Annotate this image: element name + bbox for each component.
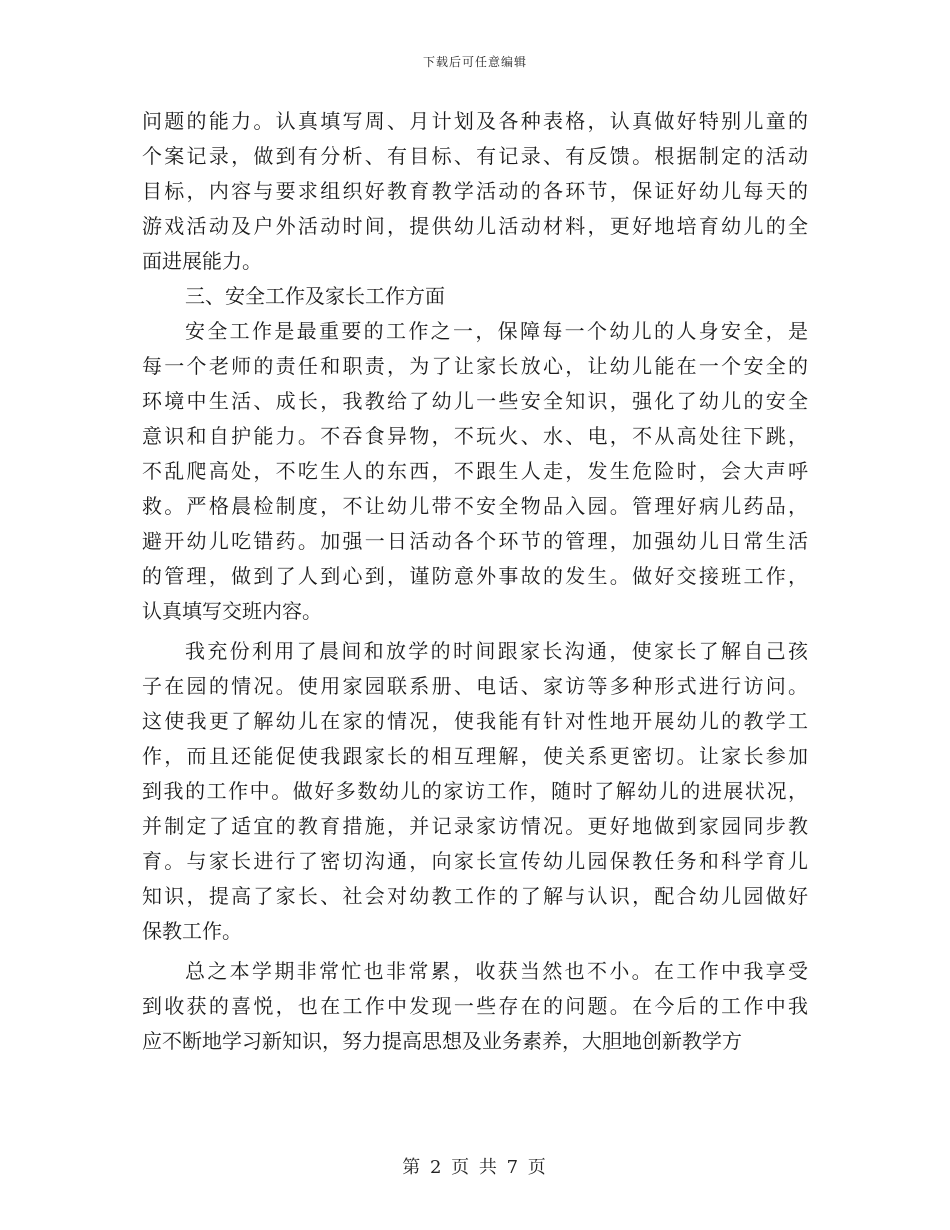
text-line: 每一个老师的责任和职责，为了让家长放心，让幼儿能在一个安全的 [142, 354, 808, 378]
text-line: 环境中生活、成长，我教给了幼儿一些安全知识，强化了幼儿的安全 [142, 389, 808, 413]
text-line: 避开幼儿吃错药。加强一日活动各个环节的管理，加强幼儿日常生活 [142, 529, 808, 553]
text-line: 意识和自护能力。不吞食异物，不玩火、水、电，不从高处往下跳， [142, 424, 808, 448]
text-line: 这使我更了解幼儿在家的情况，使我能有针对性地开展幼儿的教学工 [142, 709, 808, 733]
text-line: 育。与家长进行了密切沟通，向家长宣传幼儿园保教任务和科学育儿 [142, 849, 808, 873]
text-line: 我充份利用了晨间和放学的时间跟家长沟通，使家长了解自己孩 [185, 639, 808, 663]
text-line: 作，而且还能促使我跟家长的相互理解，使关系更密切。让家长参加 [142, 744, 808, 768]
paragraph [142, 279, 808, 314]
text-line: 问题的能力。认真填写周、月计划及各种表格，认真做好特别儿童的 [142, 109, 808, 133]
text-line: 总之本学期非常忙也非常累，收获当然也不小。在工作中我享受 [185, 959, 808, 983]
text-line: 不乱爬高处，不吃生人的东西，不跟生人走，发生危险时，会大声呼 [142, 459, 808, 483]
text-line: 并制定了适宜的教育措施，并记录家访情况。更好地做到家园同步教 [142, 814, 808, 838]
text-line: 到收获的喜悦，也在工作中发现一些存在的问题。在今后的工作中我 [142, 994, 808, 1018]
page-number-footer: 第 2 页 共 7 页 [402, 1157, 548, 1178]
text-line: 知识，提高了家长、社会对幼教工作的了解与认识，配合幼儿园做好 [142, 884, 808, 908]
text-line: 应不断地学习新知识，努力提高思想及业务素养，大胆地创新教学方 [142, 1029, 742, 1053]
text-line: 三、安全工作及家长工作方面 [185, 284, 445, 308]
text-line: 个案记录，做到有分析、有目标、有记录、有反馈。根据制定的活动 [142, 144, 808, 168]
paragraph [142, 634, 808, 949]
paragraph [142, 954, 808, 1059]
text-line: 游戏活动及户外活动时间，提供幼儿活动材料，更好地培育幼儿的全 [142, 214, 808, 238]
document-body [142, 104, 808, 1059]
page-header: 下载后可任意编辑 [422, 55, 527, 69]
text-line: 子在园的情况。使用家园联系册、电话、家访等多种形式进行访问。 [142, 674, 808, 698]
text-line: 目标，内容与要求组织好教育教学活动的各环节，保证好幼儿每天的 [142, 179, 808, 203]
text-line: 救。严格晨检制度，不让幼儿带不安全物品入园。管理好病儿药品， [142, 494, 808, 518]
text-line: 的管理，做到了人到心到，谨防意外事故的发生。做好交接班工作， [142, 564, 808, 588]
text-line: 到我的工作中。做好多数幼儿的家访工作，随时了解幼儿的进展状况， [142, 779, 808, 803]
text-line: 面进展能力。 [142, 249, 262, 273]
paragraph [142, 104, 808, 279]
paragraph [142, 314, 808, 629]
text-line: 认真填写交班内容。 [142, 599, 322, 623]
text-line: 安全工作是最重要的工作之一，保障每一个幼儿的人身安全，是 [185, 319, 808, 343]
text-line: 保教工作。 [142, 919, 242, 943]
